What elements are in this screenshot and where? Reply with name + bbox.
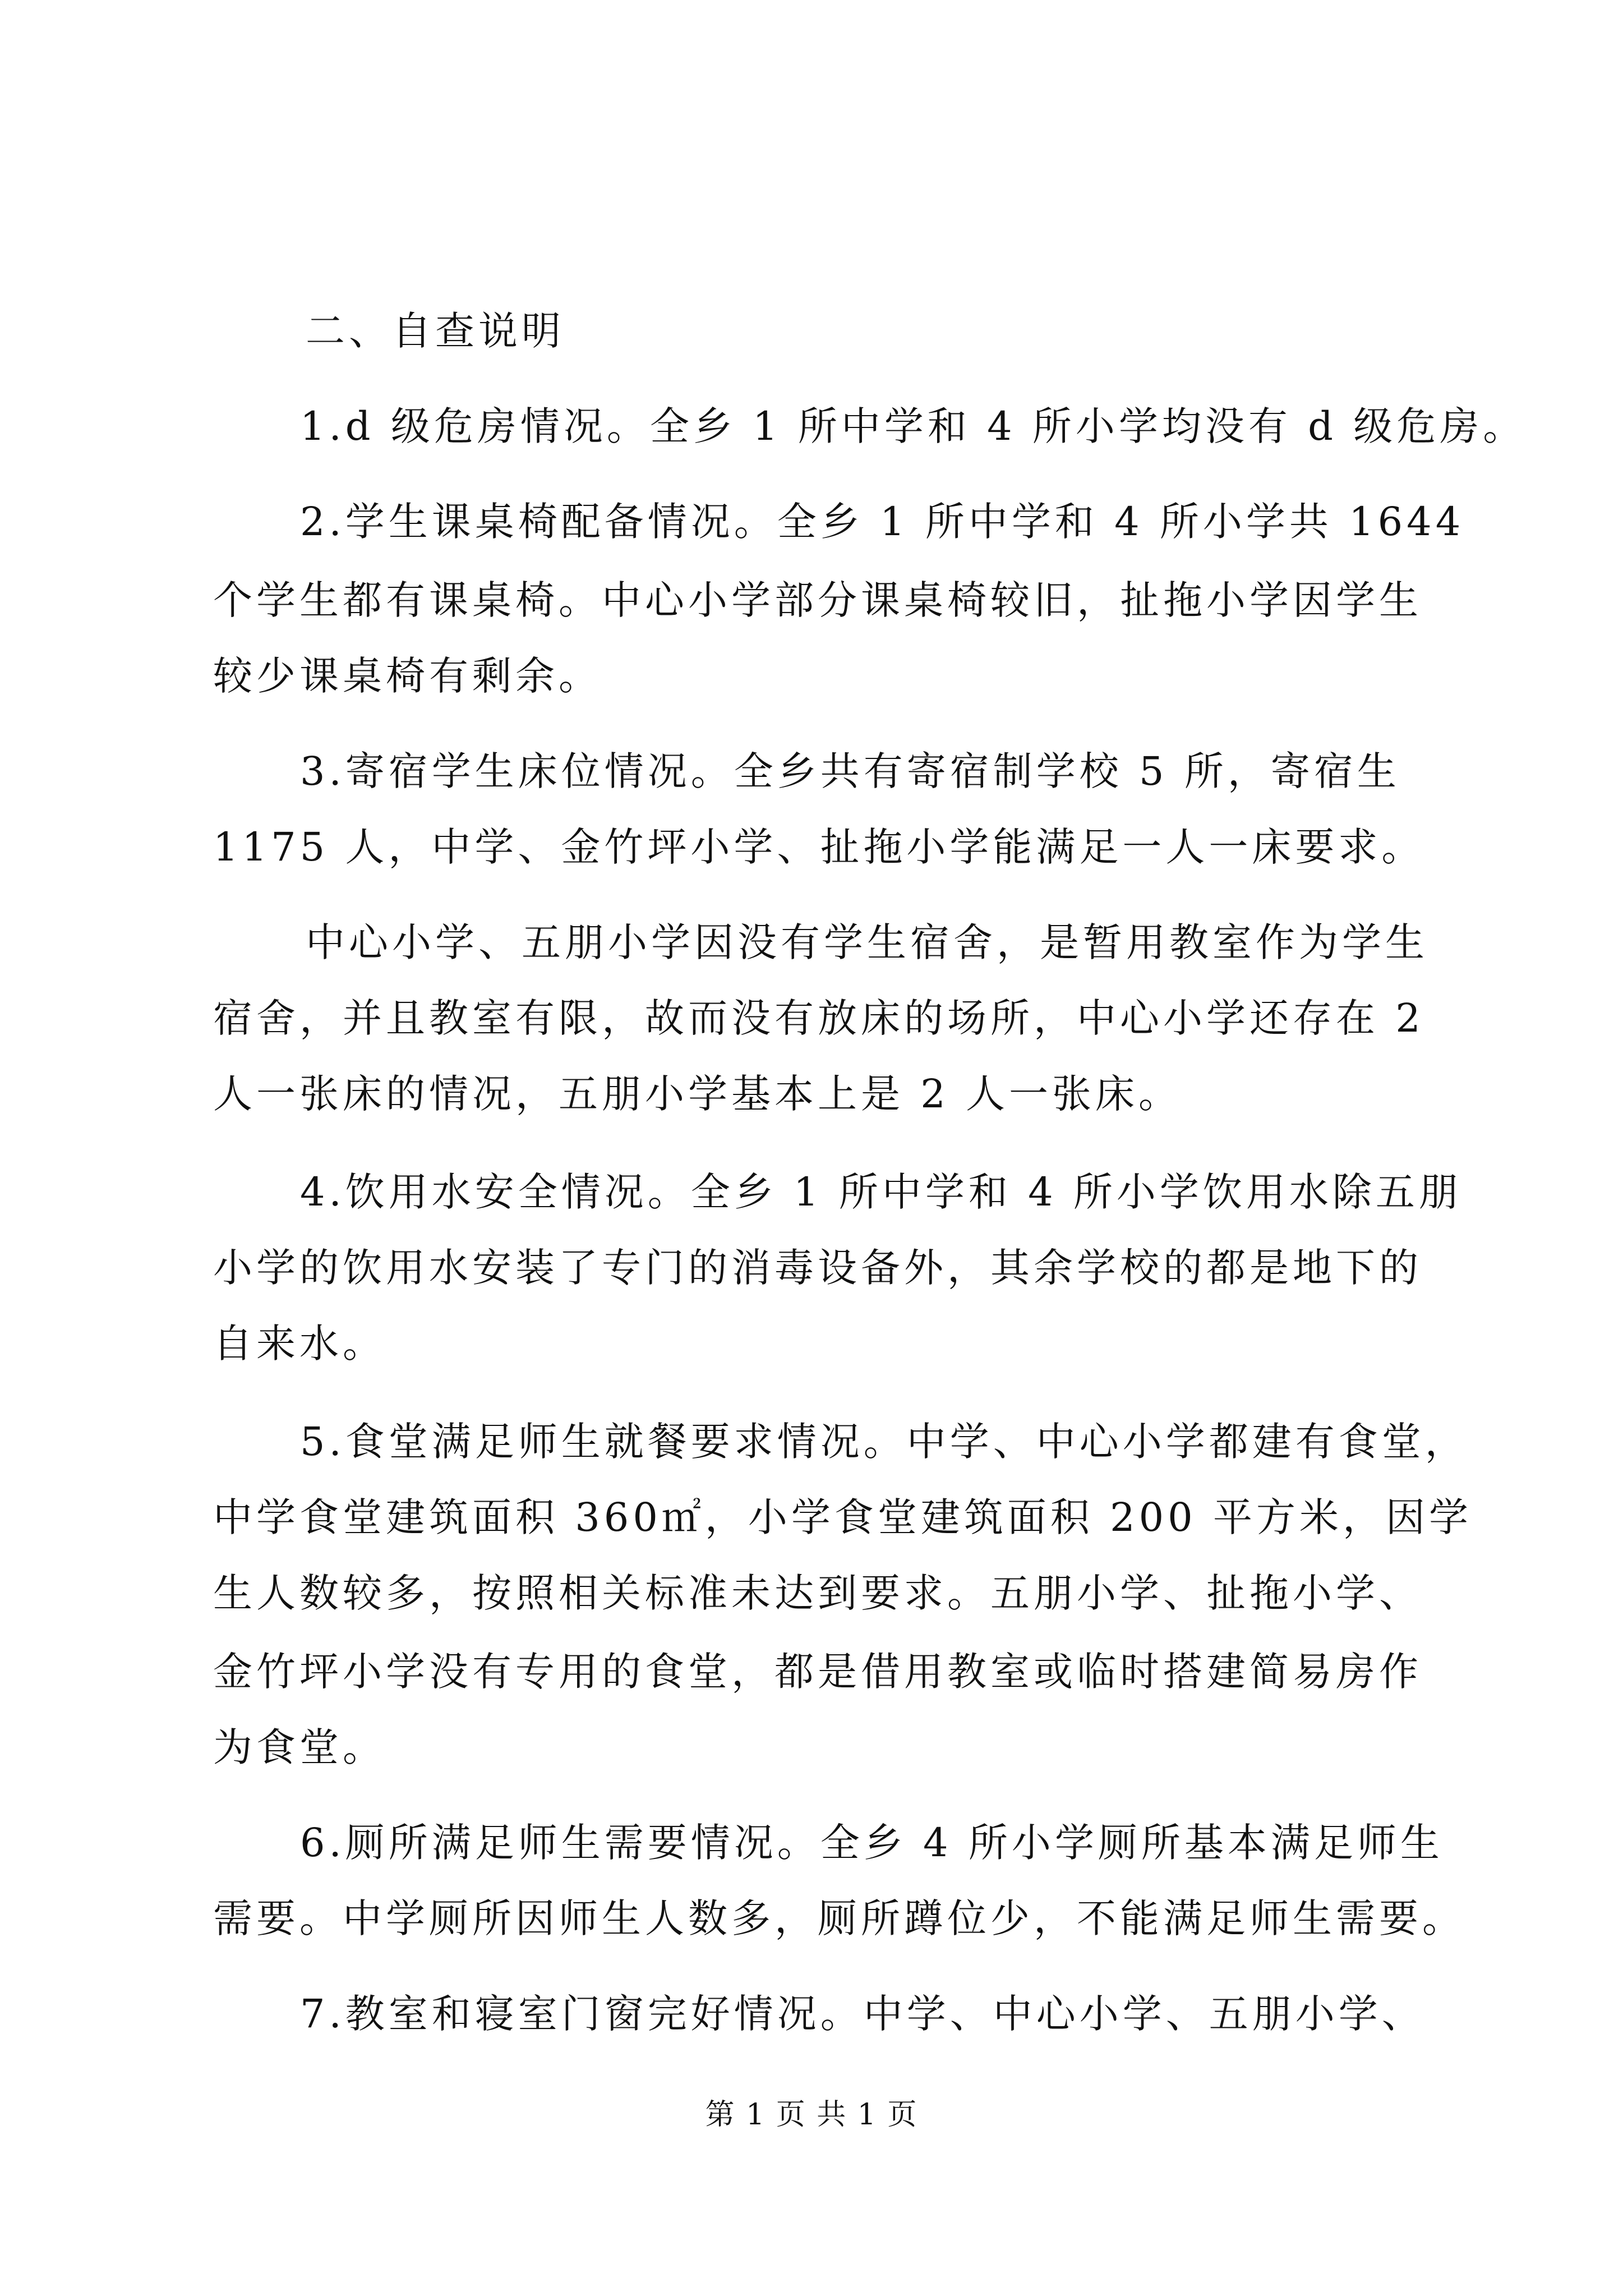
paragraph-line: 6.厕所满足师生需要情况。全乡 4 所小学厕所基本满足师生	[300, 1820, 1444, 1866]
paragraph-line: 2.学生课桌椅配备情况。全乡 1 所中学和 4 所小学共 1644	[300, 499, 1465, 545]
paragraph-line: 人一张床的情况，五朋小学基本上是 2 人一张床。	[213, 1071, 1182, 1117]
paragraph-line: 5.食堂满足师生就餐要求情况。中学、中心小学都建有食堂，	[300, 1419, 1468, 1465]
paragraph-line: 7.教室和寝室门窗完好情况。中学、中心小学、五朋小学、	[300, 1991, 1425, 2037]
paragraph-line: 1175 人，中学、金竹坪小学、扯拖小学能满足一人一床要求。	[213, 824, 1425, 870]
paragraph-line: 中心小学、五朋小学因没有学生宿舍，是暂用教室作为学生	[306, 919, 1428, 965]
paragraph-line: 4.饮用水安全情况。全乡 1 所中学和 4 所小学饮用水除五朋	[300, 1169, 1462, 1215]
paragraph-line: 小学的饮用水安装了专门的消毒设备外，其余学校的都是地下的	[213, 1245, 1422, 1291]
section-heading: 二、自查说明	[306, 308, 565, 354]
paragraph-line: 较少课桌椅有剩余。	[213, 653, 602, 699]
paragraph-line: 中学食堂建筑面积 360㎡，小学食堂建筑面积 200 平方米，因学	[213, 1494, 1472, 1540]
page-number-footer: 第 1 页 共 1 页	[705, 2098, 918, 2132]
paragraph-line: 个学生都有课桌椅。中心小学部分课桌椅较旧，扯拖小学因学生	[213, 577, 1422, 623]
paragraph-line: 金竹坪小学没有专用的食堂，都是借用教室或临时搭建简易房作	[213, 1649, 1422, 1695]
paragraph-line: 自来水。	[213, 1320, 386, 1366]
paragraph-line: 3.寄宿学生床位情况。全乡共有寄宿制学校 5 所，寄宿生	[300, 748, 1400, 794]
paragraph-line: 1.d 级危房情况。全乡 1 所中学和 4 所小学均没有 d 级危房。	[300, 403, 1527, 449]
paragraph-line: 宿舍，并且教室有限，故而没有放床的场所，中心小学还存在 2	[213, 995, 1424, 1041]
paragraph-line: 生人数较多，按照相关标准未达到要求。五朋小学、扯拖小学、	[213, 1570, 1422, 1616]
paragraph-line: 需要。中学厕所因师生人数多，厕所蹲位少，不能满足师生需要。	[213, 1895, 1465, 1941]
paragraph-line: 为食堂。	[213, 1724, 386, 1770]
